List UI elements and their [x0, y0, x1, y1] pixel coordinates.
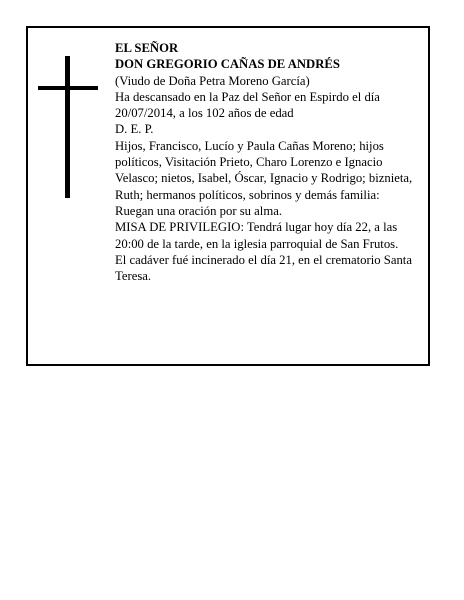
mass-info: MISA DE PRIVILEGIO: Tendrá lugar hoy día 22, a las 20:00 de la tarde, en la iglesia parroquial de San Frutos.	[115, 220, 399, 251]
prayer-request: Ruegan una oración por su alma.	[115, 203, 283, 218]
cremation-info: El cadáver fué incinerado el día 21, en el crematorio Santa Teresa.	[115, 252, 412, 284]
death-announcement: Ha descansado en la Paz del Señor en Espirdo el día 20/07/2014, a los 102 años de edad	[115, 89, 380, 121]
notice-title-line1: EL SEÑOR	[115, 41, 179, 55]
cross-vertical-bar	[65, 56, 70, 198]
cross-icon	[38, 56, 98, 198]
notice-title-line2: DON GREGORIO CAÑAS DE ANDRÉS	[115, 57, 340, 72]
rip-text: D. E. P.	[115, 122, 154, 137]
obituary-notice	[26, 26, 430, 366]
widower-note: (Viudo de Doña Petra Moreno García)	[115, 73, 310, 88]
family-list: Hijos, Francisco, Lucío y Paula Cañas Moreno; hijos políticos, Visitación Prieto, Charo Lorenzo e Ignacio Velasco; nietos, Isabel, Óscar, Ignacio y Rodrigo; biznieta, Ruth; hermanos políticos, sobrinos y demás familia:	[115, 138, 413, 202]
notice-text	[115, 40, 427, 284]
cross-horizontal-bar	[38, 86, 98, 90]
